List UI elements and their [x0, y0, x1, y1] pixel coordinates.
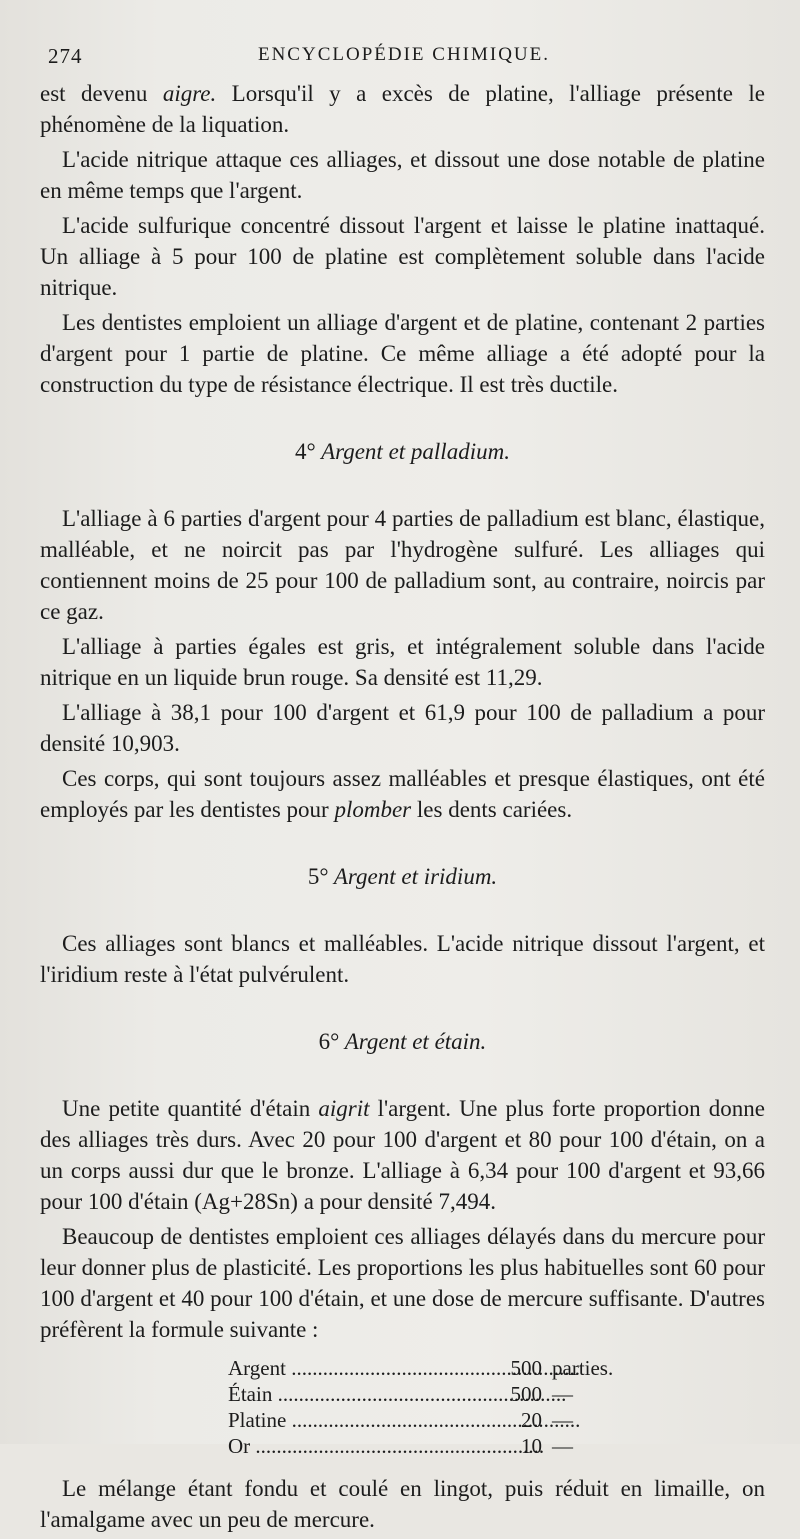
alloy-formula-table — [228, 1355, 648, 1459]
formula-row — [228, 1355, 648, 1381]
text-run: Lorsqu'il y a excès de platine, l'alliage présente le phénomène de la liquation. — [40, 81, 766, 137]
paragraph: Les dentistes emploient un alliage d'argent et de platine, contenant 2 parties d'argent pour 1 partie de platine. Ce même alliage a été adopté pour la construction du type de résistance électrique. Il est très ductile. — [40, 310, 765, 397]
section-heading — [40, 436, 765, 467]
running-title: ENCYCLOPÉDIE CHIMIQUE. — [257, 44, 551, 65]
section-title: Argent et étain. — [344, 1029, 487, 1054]
text-run: les dents cariées. — [411, 797, 573, 822]
emphasis: aigrit — [318, 1096, 370, 1121]
section-number: 4° — [295, 439, 316, 464]
text-run: est devenu — [40, 81, 163, 106]
text-run: Ces corps, qui sont toujours assez malléables et presque élastiques, ont été employés par les dentistes pour — [40, 766, 765, 822]
ingredient-unit: — — [552, 1382, 573, 1406]
page-body — [40, 78, 765, 1539]
section-heading — [40, 861, 765, 892]
section-heading — [40, 1026, 765, 1057]
paragraph: L'acide nitrique attaque ces alliages, et dissout une dose notable de platine en même temps que l'argent. — [40, 147, 765, 203]
ingredient-quantity: 20 — [521, 1408, 542, 1432]
text-run: Une petite quantité d'étain — [62, 1096, 319, 1121]
ingredient-name: Étain ..... — [228, 1381, 498, 1407]
ingredient-name: Platine ..... — [228, 1407, 498, 1433]
section-number: 6° — [318, 1029, 340, 1054]
ingredient-unit: — — [552, 1408, 573, 1432]
emphasis: aigre. — [162, 81, 217, 106]
section-number: 5° — [307, 864, 329, 889]
ingredient-name: Or ..... — [228, 1433, 498, 1459]
formula-row — [228, 1433, 648, 1459]
paragraph: Le mélange étant fondu et coulé en lingot, puis réduit en limaille, on l'amalgame avec un peu de mercure. — [40, 1476, 765, 1532]
ingredient-unit: parties. — [552, 1356, 614, 1380]
section-title: Argent et palladium. — [321, 439, 510, 464]
text-run: l'argent. Une plus forte proportion donne des alliages très durs. Avec 20 pour 100 d'argent et 80 pour 100 d'étain, on a un corps aussi dur que le bronze. L'alliage à 6,34 pour 100 d'argent et 93,66 pour 100 d'étain (Ag+28Sn) a pour densité 7,494. — [40, 1096, 766, 1214]
paragraph — [40, 78, 765, 140]
paragraph — [40, 1093, 765, 1217]
paragraph: Ces alliages sont blancs et malléables. L'acide nitrique dissout l'argent, et l'iridium reste à l'état pulvérulent. — [40, 931, 765, 987]
paragraph: L'acide sulfurique concentré dissout l'argent et laisse le platine inattaqué. Un alliage à 5 pour 100 de platine est complètement soluble dans l'acide nitrique. — [40, 213, 765, 300]
page-number: 274 — [48, 44, 83, 68]
formula-row — [228, 1407, 648, 1433]
ingredient-quantity: 10 — [521, 1434, 542, 1458]
paragraph: L'alliage à 38,1 pour 100 d'argent et 61,9 pour 100 de palladium a pour densité 10,903. — [40, 700, 765, 756]
formula-row — [228, 1381, 648, 1407]
section-title: Argent et iridium. — [333, 864, 498, 889]
ingredient-quantity: 500 — [510, 1356, 542, 1380]
paragraph — [40, 763, 765, 825]
page-header — [48, 44, 760, 72]
ingredient-name: Argent ..... — [228, 1355, 498, 1381]
emphasis: plomber — [334, 797, 412, 822]
paragraph: L'alliage à parties égales est gris, et intégralement soluble dans l'acide nitrique en un liquide brun rouge. Sa densité est 11,29. — [40, 634, 765, 690]
ingredient-unit: — — [552, 1434, 573, 1458]
paragraph: L'alliage à 6 parties d'argent pour 4 parties de palladium est blanc, élastique, malléable, et ne noircit pas par l'hydrogène sulfuré. Les alliages qui contiennent moins de 25 pour 100 de palladium sont, au contraire, noircis par ce gaz. — [40, 506, 765, 624]
ingredient-quantity: 500 — [510, 1382, 542, 1406]
paragraph: Beaucoup de dentistes emploient ces alliages délayés dans du mercure pour leur donner plus de plasticité. Les proportions les plus habituelles sont 60 pour 100 d'argent et 40 pour 100 d'étain, et une dose de mercure suffisante. D'autres préfèrent la formule suivante : — [40, 1224, 765, 1342]
